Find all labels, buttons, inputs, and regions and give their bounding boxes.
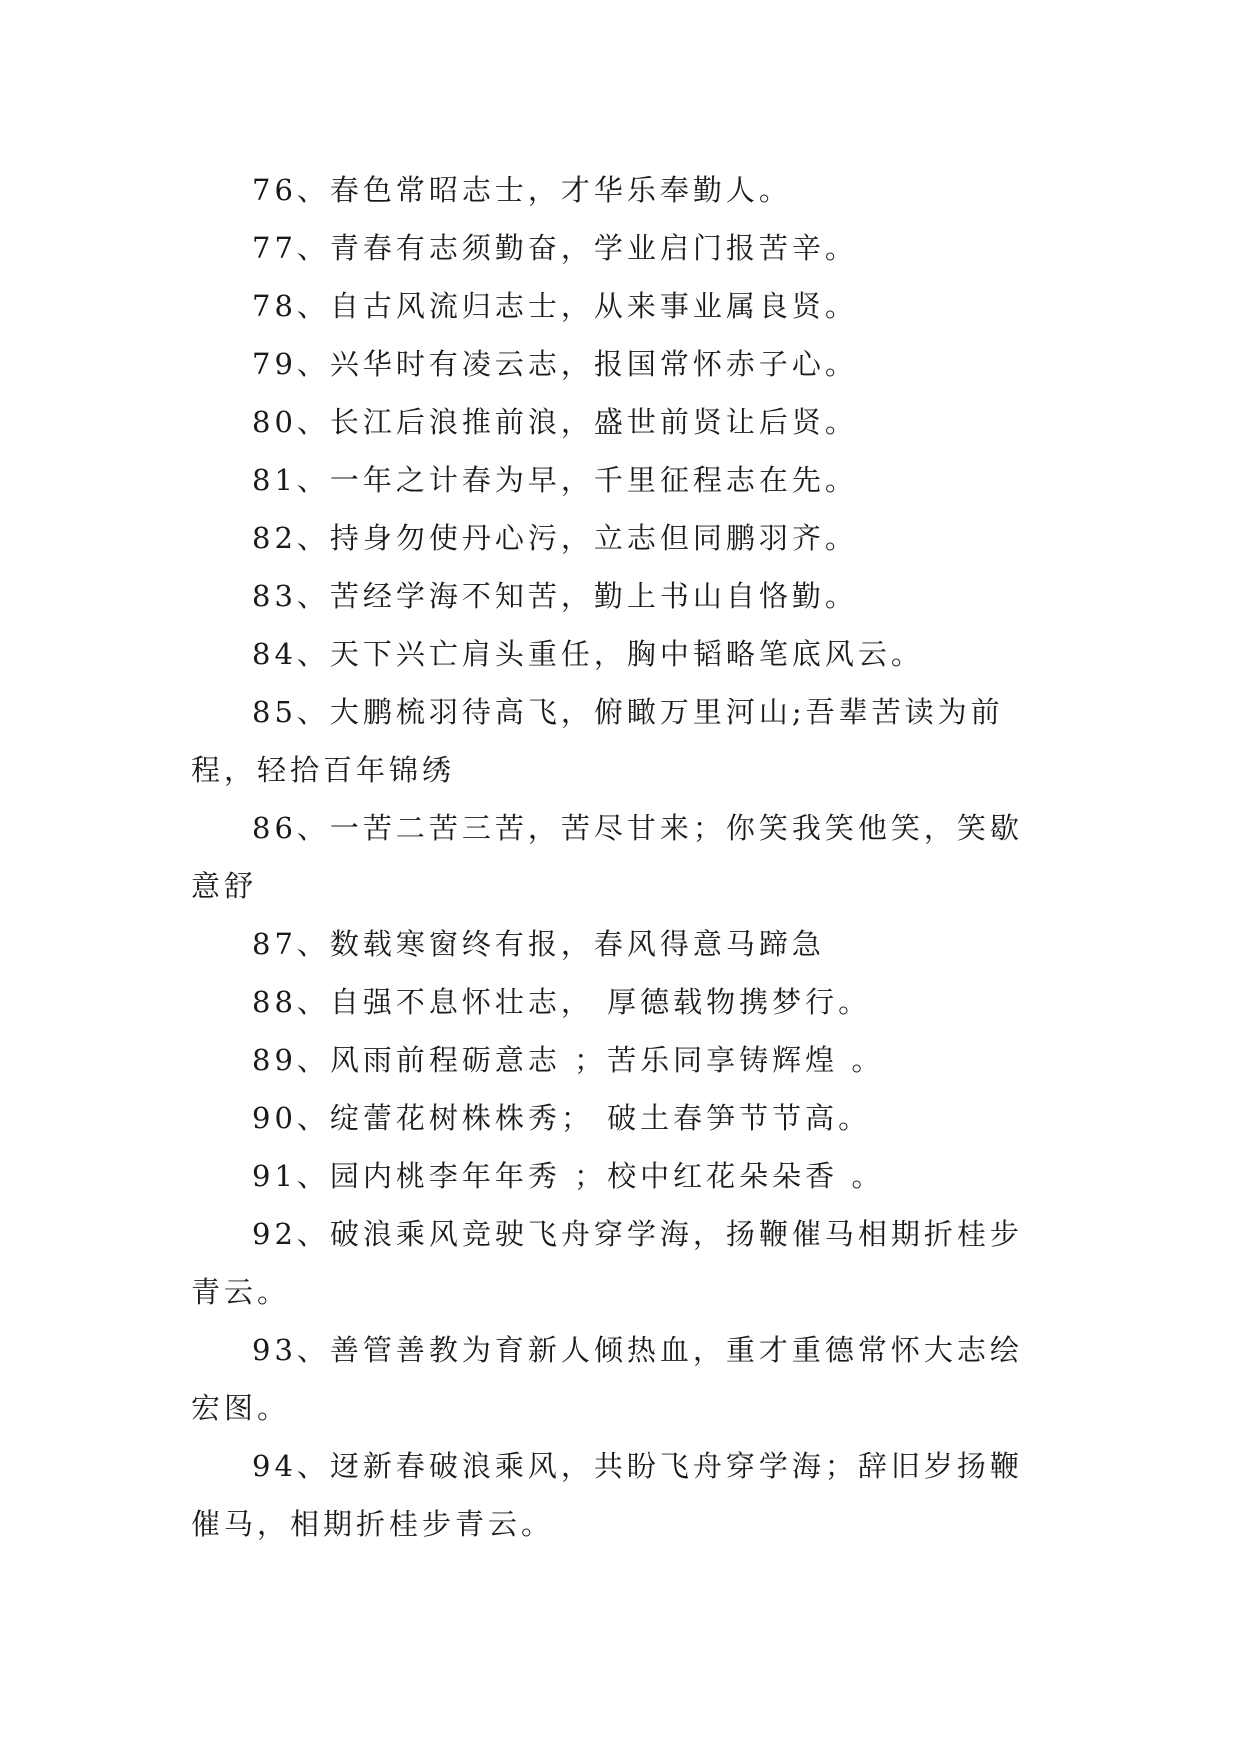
couplet-line-93: 93、善管善教为育新人倾热血，重才重德常怀大志绘宏图。 [191,1333,1023,1425]
couplet-line-80: 80、长江后浪推前浪，盛世前贤让后贤。 [252,405,858,439]
couplet-line-88: 88、自强不息怀壮志， 厚德载物携梦行。 [252,985,872,1019]
couplet-line-84: 84、天下兴亡肩头重任，胸中韬略笔底风云。 [252,637,924,671]
couplet-line-89: 89、风雨前程砺意志 ；苦乐同享铸辉煌 。 [252,1043,885,1077]
couplet-line-91: 91、园内桃李年年秀 ；校中红花朵朵香 。 [252,1159,885,1193]
couplet-line-94: 94、迓新春破浪乘风，共盼飞舟穿学海；辞旧岁扬鞭催马，相期折桂步青云。 [191,1449,1023,1541]
couplet-line-90: 90、绽蕾花树株株秀； 破土春笋节节高。 [252,1101,872,1135]
couplet-line-92: 92、破浪乘风竞驶飞舟穿学海，扬鞭催马相期折桂步青云。 [191,1217,1023,1309]
document-body [191,161,1050,1553]
couplet-line-77: 77、青春有志须勤奋，学业启门报苦辛。 [252,231,858,265]
couplet-line-87: 87、数载寒窗终有报，春风得意马蹄急 [252,927,825,961]
couplet-line-81: 81、一年之计春为早，千里征程志在先。 [252,463,858,497]
couplet-line-79: 79、兴华时有凌云志，报国常怀赤子心。 [252,347,858,381]
couplet-line-86: 86、一苦二苦三苦，苦尽甘来；你笑我笑他笑，笑歇意舒 [191,811,1023,903]
couplet-line-82: 82、持身勿使丹心污，立志但同鹏羽齐。 [252,521,858,555]
couplet-line-83: 83、苦经学海不知苦，勤上书山自恪勤。 [252,579,858,613]
couplet-line-85: 85、大鹏梳羽待高飞，俯瞰万里河山;吾辈苦读为前程，轻拾百年锦绣 [191,695,1004,787]
couplet-line-78: 78、自古风流归志士，从来事业属良贤。 [252,289,858,323]
couplet-line-76: 76、春色常昭志士，才华乐奉勤人。 [252,173,792,207]
